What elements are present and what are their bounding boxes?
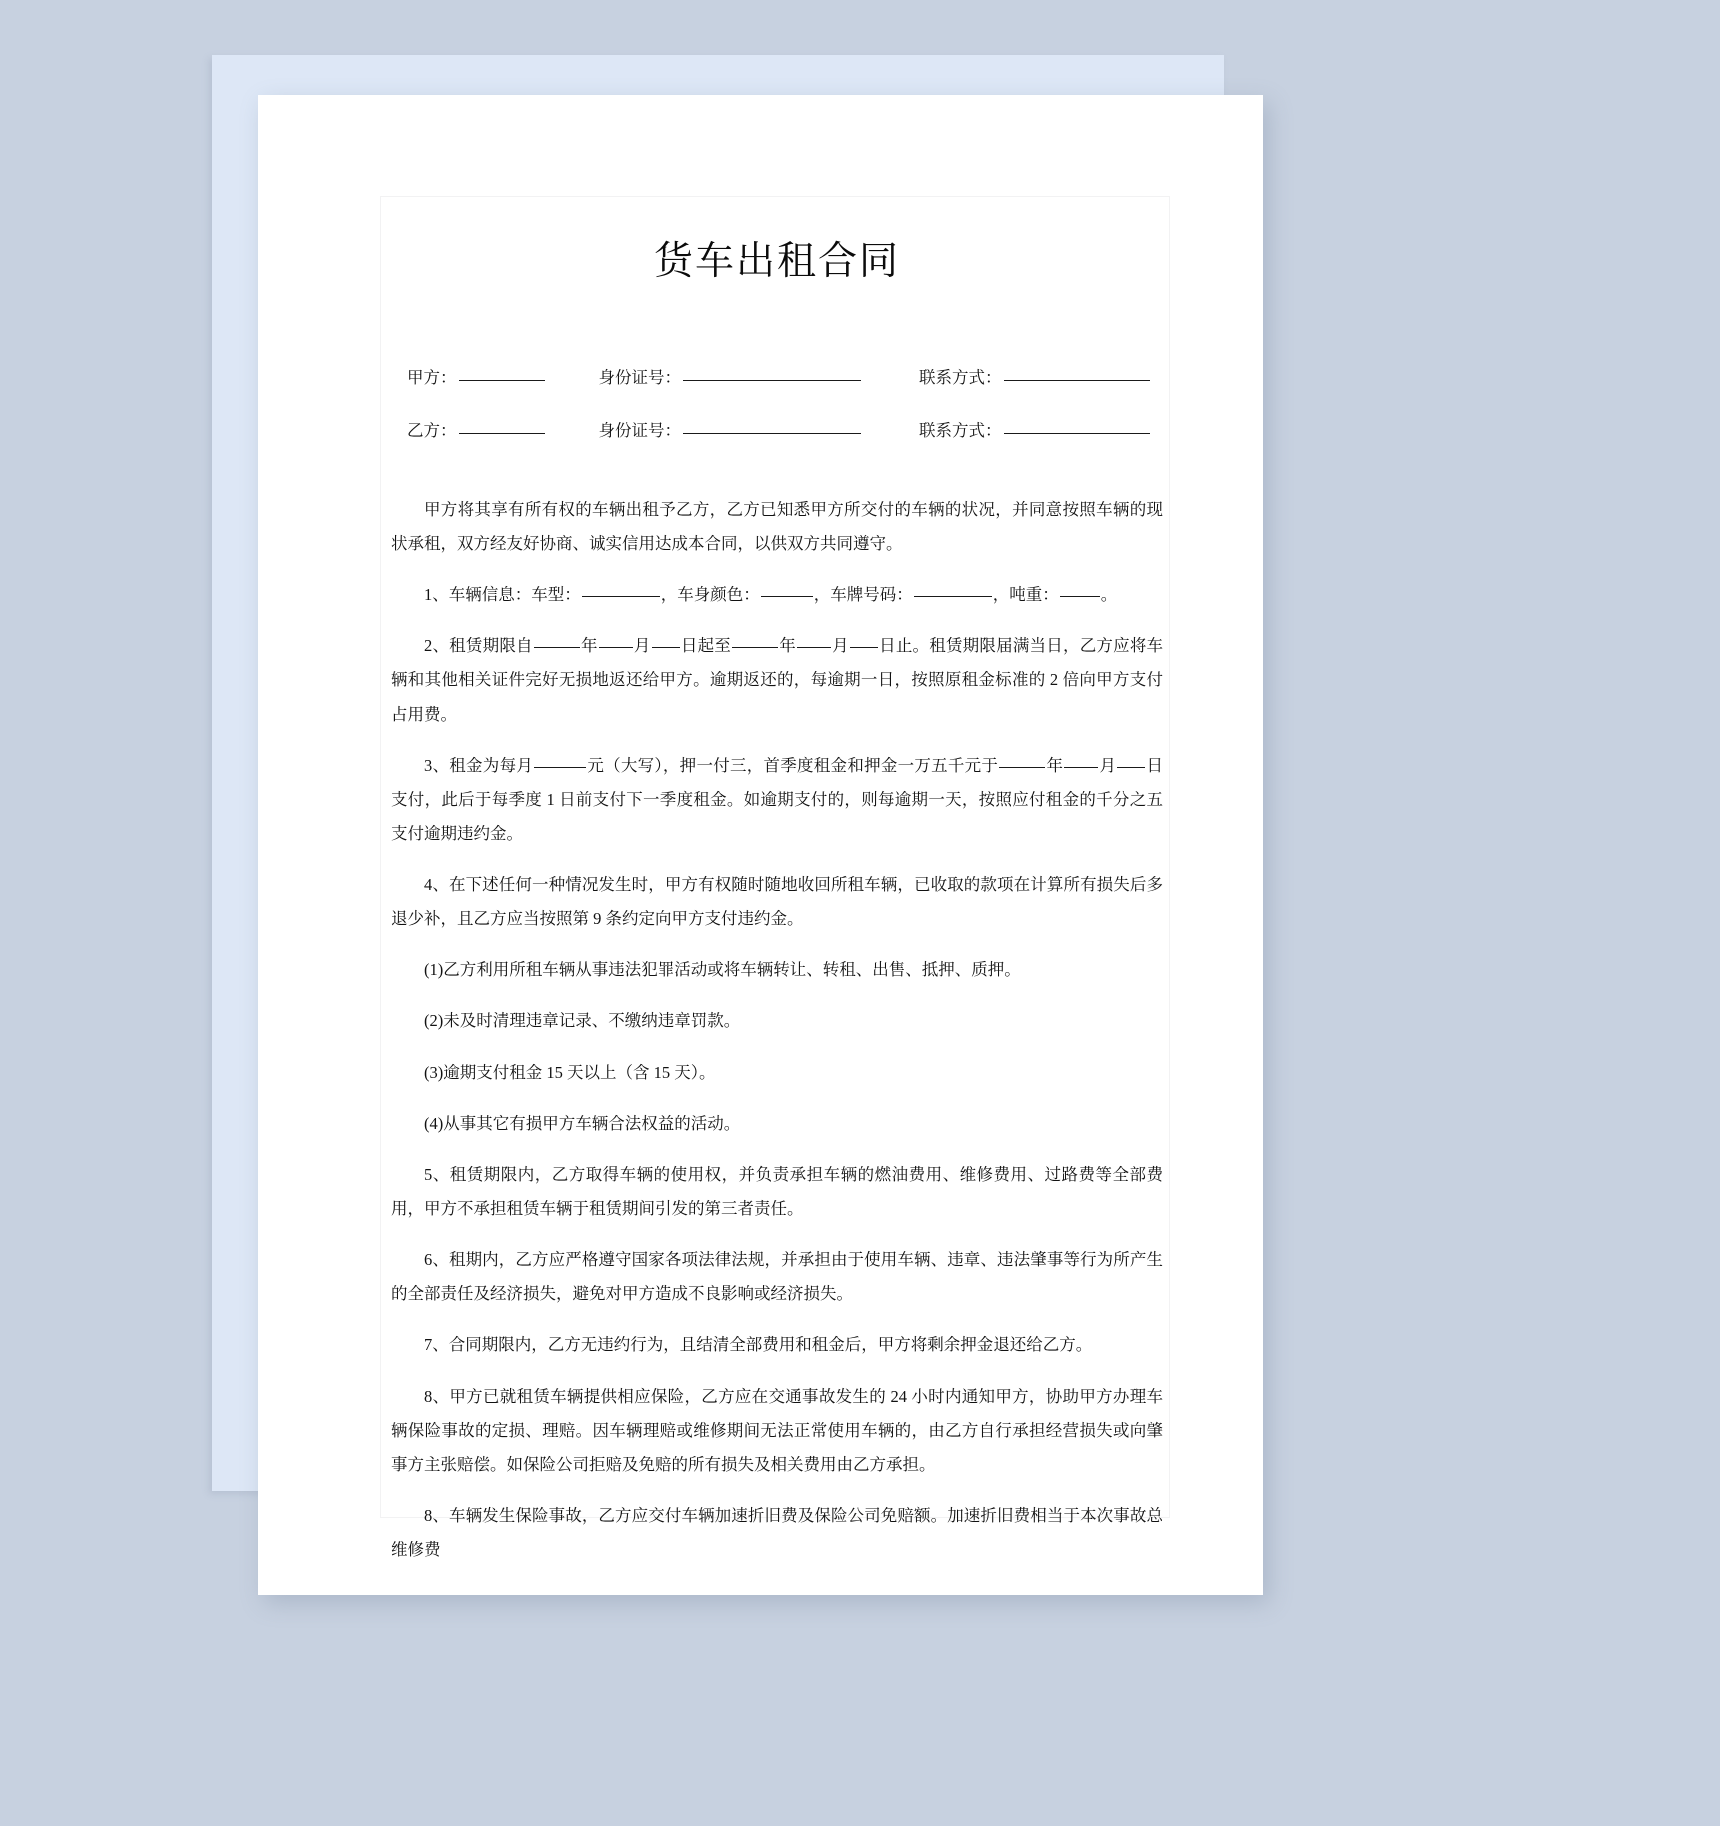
blank-field[interactable] xyxy=(1064,767,1098,768)
blank-field[interactable] xyxy=(850,647,878,648)
blank-field[interactable] xyxy=(652,647,680,648)
blank-field[interactable] xyxy=(914,596,992,597)
clause-paragraph: (3)逾期支付租金 15 天以上（含 15 天）。 xyxy=(424,1062,716,1082)
clause-paragraph: 6、租期内，乙方应严格遵守国家各项法律法规，并承担由于使用车辆、违章、违法肇事等行为所产生的全部责任及经济损失，避免对甲方造成不良影响或经济损失。 xyxy=(391,1250,1163,1304)
field-yifang-id[interactable] xyxy=(599,417,864,441)
blank-jiafang-contact[interactable] xyxy=(1004,380,1150,381)
blank-yifang-id[interactable] xyxy=(683,433,861,434)
label-yifang: 乙方： xyxy=(407,420,457,440)
blank-jiafang-name[interactable] xyxy=(459,380,545,381)
clause-paragraph: (4)从事其它有损甲方车辆合法权益的活动。 xyxy=(424,1113,741,1133)
blank-field[interactable] xyxy=(582,596,660,597)
clause-paragraph: 5、租赁期限内，乙方取得车辆的使用权，并负责承担车辆的燃油费用、维修费用、过路费等全部费用，甲方不承担租赁车辆于租赁期间引发的第三者责任。 xyxy=(391,1164,1163,1219)
field-yifang-contact[interactable] xyxy=(919,417,1152,441)
clause-paragraph: 7、合同期限内，乙方无违约行为，且结清全部费用和租金后，甲方将剩余押金退还给乙方。 xyxy=(424,1335,1093,1355)
label-jiafang-contact: 联系方式： xyxy=(919,367,1002,387)
clause-paragraph: 2、租赁期限自 年 月 日起至 年 月 日止。租赁期限届满当日，乙方应将车辆和其他相关证件完好无损地返还给甲方。逾期返还的，每逾期一日，按照原租金标准的 2 倍向甲方支付占用费。 xyxy=(391,636,1164,724)
clause-paragraph: 4、在下述任何一种情况发生时，甲方有权随时随地收回所租车辆，已收取的款项在计算所有损失后多退少补，且乙方应当按照第 9 条约定向甲方支付违约金。 xyxy=(391,875,1163,929)
clause-list xyxy=(391,578,1163,1567)
blank-field[interactable] xyxy=(534,647,580,648)
party-information-block xyxy=(391,364,1163,441)
label-jiafang: 甲方： xyxy=(407,367,457,387)
document-body xyxy=(391,235,1163,1584)
blank-field[interactable] xyxy=(1117,767,1145,768)
blank-field[interactable] xyxy=(732,647,778,648)
party-row-yifang xyxy=(391,417,1163,441)
blank-field[interactable] xyxy=(1060,596,1100,597)
blank-yifang-name[interactable] xyxy=(459,433,545,434)
blank-field[interactable] xyxy=(761,596,813,597)
party-row-jiafang xyxy=(391,364,1163,388)
blank-field[interactable] xyxy=(797,647,831,648)
label-yifang-id: 身份证号： xyxy=(598,420,681,440)
clause-paragraph: 3、租金为每月 元（大写），押一付三，首季度租金和押金一万五千元于 年 月 日支付，此后于每季度 1 日前支付下一季度租金。如逾期支付的，则每逾期一天，按照应付租金的千分之五支付逾期违约金。 xyxy=(391,755,1164,843)
blank-yifang-contact[interactable] xyxy=(1004,433,1150,434)
clause-paragraph: 1、车辆信息：车型： ，车身颜色： ，车牌号码： ，吨重： 。 xyxy=(424,585,1118,605)
field-jiafang-contact[interactable] xyxy=(919,364,1152,388)
clause-paragraph: 8、甲方已就租赁车辆提供相应保险，乙方应在交通事故发生的 24 小时内通知甲方，协助甲方办理车辆保险事故的定损、理赔。因车辆理赔或维修期间无法正常使用车辆的，由乙方自行承担经营损失或向肇事方主张赔偿。如保险公司拒赔及免赔的所有损失及相关费用由乙方承担。 xyxy=(391,1386,1163,1474)
blank-field[interactable] xyxy=(534,767,586,768)
label-jiafang-id: 身份证号： xyxy=(598,367,681,387)
field-jiafang-id[interactable] xyxy=(599,364,864,388)
blank-field[interactable] xyxy=(999,767,1045,768)
blank-jiafang-id[interactable] xyxy=(683,380,861,381)
clause-paragraph: (2)未及时清理违章记录、不缴纳违章罚款。 xyxy=(424,1011,741,1031)
page-title: 货车出租合同 xyxy=(653,240,900,283)
field-jiafang-name[interactable] xyxy=(407,364,547,388)
preamble-paragraph: 甲方将其享有所有权的车辆出租予乙方，乙方已知悉甲方所交付的车辆的状况，并同意按照车辆的现状承租，双方经友好协商、诚实信用达成本合同，以供双方共同遵守。 xyxy=(391,499,1163,553)
blank-field[interactable] xyxy=(599,647,633,648)
clause-paragraph: 8、车辆发生保险事故，乙方应交付车辆加速折旧费及保险公司免赔额。加速折旧费相当于本次事故总维修费 xyxy=(391,1506,1163,1560)
clause-paragraph: (1)乙方利用所租车辆从事违法犯罪活动或将车辆转让、转租、出售、抵押、质押。 xyxy=(424,960,1021,980)
field-yifang-name[interactable] xyxy=(407,417,547,441)
label-yifang-contact: 联系方式： xyxy=(919,420,1002,440)
document-page xyxy=(258,95,1263,1595)
